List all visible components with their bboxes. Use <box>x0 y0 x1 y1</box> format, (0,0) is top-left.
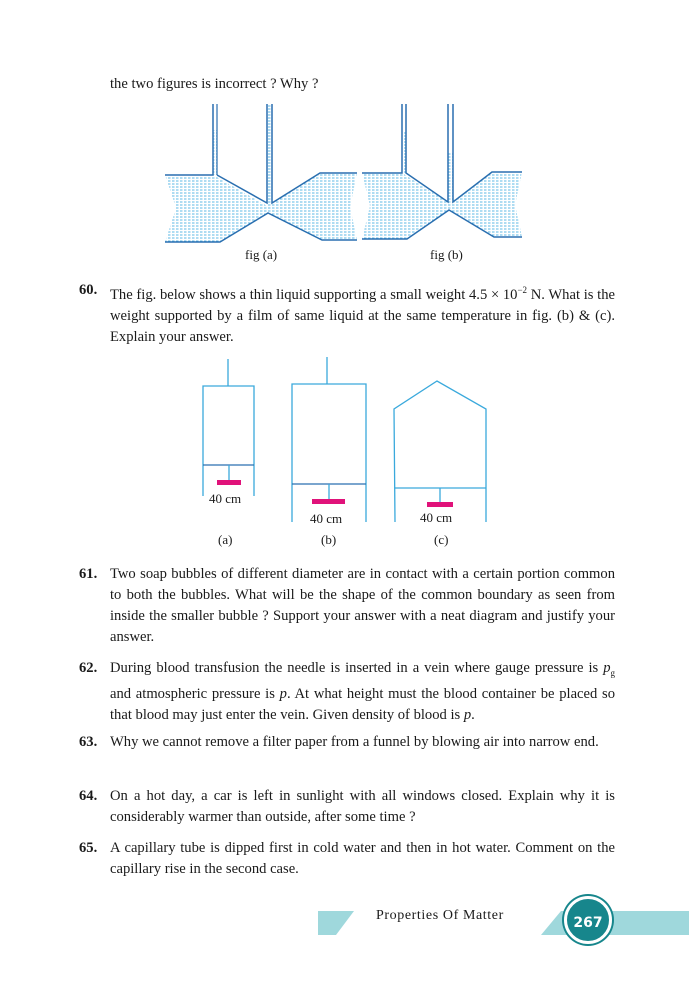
question-number: 63. <box>79 734 98 750</box>
capillary-figure-b <box>362 104 522 239</box>
fig-a-caption: fig (a) <box>245 247 278 262</box>
variable: p <box>279 685 287 702</box>
dimension-b: 40 cm <box>310 511 343 526</box>
question-64 <box>79 786 615 828</box>
film-frame-b <box>292 357 366 522</box>
question-text: . At what height must the blood container be placed so that blood may just enter the vein. Given density of blood is <box>110 685 615 723</box>
footer-right-band <box>541 911 689 935</box>
fig-b-caption: fig (b) <box>430 247 463 262</box>
film-frame-a <box>203 359 254 496</box>
label-a: (a) <box>218 532 233 547</box>
question-text: During blood transfusion the needle is inserted in a vein where gauge pressure is <box>110 660 604 676</box>
question-63 <box>79 732 615 753</box>
footer-chapter-title: Properties Of Matter <box>376 908 504 923</box>
question-text: . <box>471 706 475 723</box>
footer-left-band <box>318 911 354 935</box>
question-text: On a hot day, a car is left in sunlight with all windows closed. Explain why it is considerably warmer than outside, after some time ? <box>110 788 615 825</box>
question-text: Two soap bubbles of different diameter are in contact with a certain portion common to both the bubbles. What will be the shape of the common boundary as seen from inside the smaller bubble ? Support your answer with a neat diagram and justify your answer. <box>110 566 615 645</box>
dimension-a: 40 cm <box>209 491 242 506</box>
question-62 <box>79 658 615 726</box>
question-number: 60. <box>79 282 98 298</box>
question-number: 61. <box>79 566 98 582</box>
question-text: The fig. below shows a thin liquid supporting a small weight 4.5 × 10 <box>110 286 518 303</box>
question-number: 65. <box>79 840 98 856</box>
question-61 <box>79 564 615 648</box>
weight-b <box>312 499 345 504</box>
subscript: g <box>610 667 615 678</box>
weight-a <box>217 480 241 485</box>
weight-c <box>427 502 453 507</box>
page-number-badge: 267 <box>564 896 612 944</box>
capillary-figure-a <box>165 104 357 242</box>
dimension-c: 40 cm <box>420 510 453 525</box>
question-number: 64. <box>79 788 98 804</box>
intro-line: the two figures is incorrect ? Why ? <box>110 76 319 92</box>
question-text: A capillary tube is dipped first in cold water and then in hot water. Comment on the capillary rise in the second case. <box>110 840 615 877</box>
label-c: (c) <box>434 532 449 547</box>
question-65 <box>79 838 615 880</box>
variable: p <box>463 706 472 723</box>
exponent: −2 <box>517 285 528 295</box>
question-text: Why we cannot remove a filter paper from a funnel by blowing air into narrow end. <box>110 734 599 750</box>
question-60 <box>79 280 615 348</box>
question-number: 62. <box>79 660 98 676</box>
film-frame-c <box>394 381 486 522</box>
label-b: (b) <box>321 532 337 547</box>
variable: p <box>603 660 611 676</box>
question-text: N. What is the weight supported by a film of same liquid at the same temperature in fig. (b) & (c). Explain your answer. <box>110 286 615 345</box>
question-text: and atmospheric pressure is <box>110 685 280 702</box>
